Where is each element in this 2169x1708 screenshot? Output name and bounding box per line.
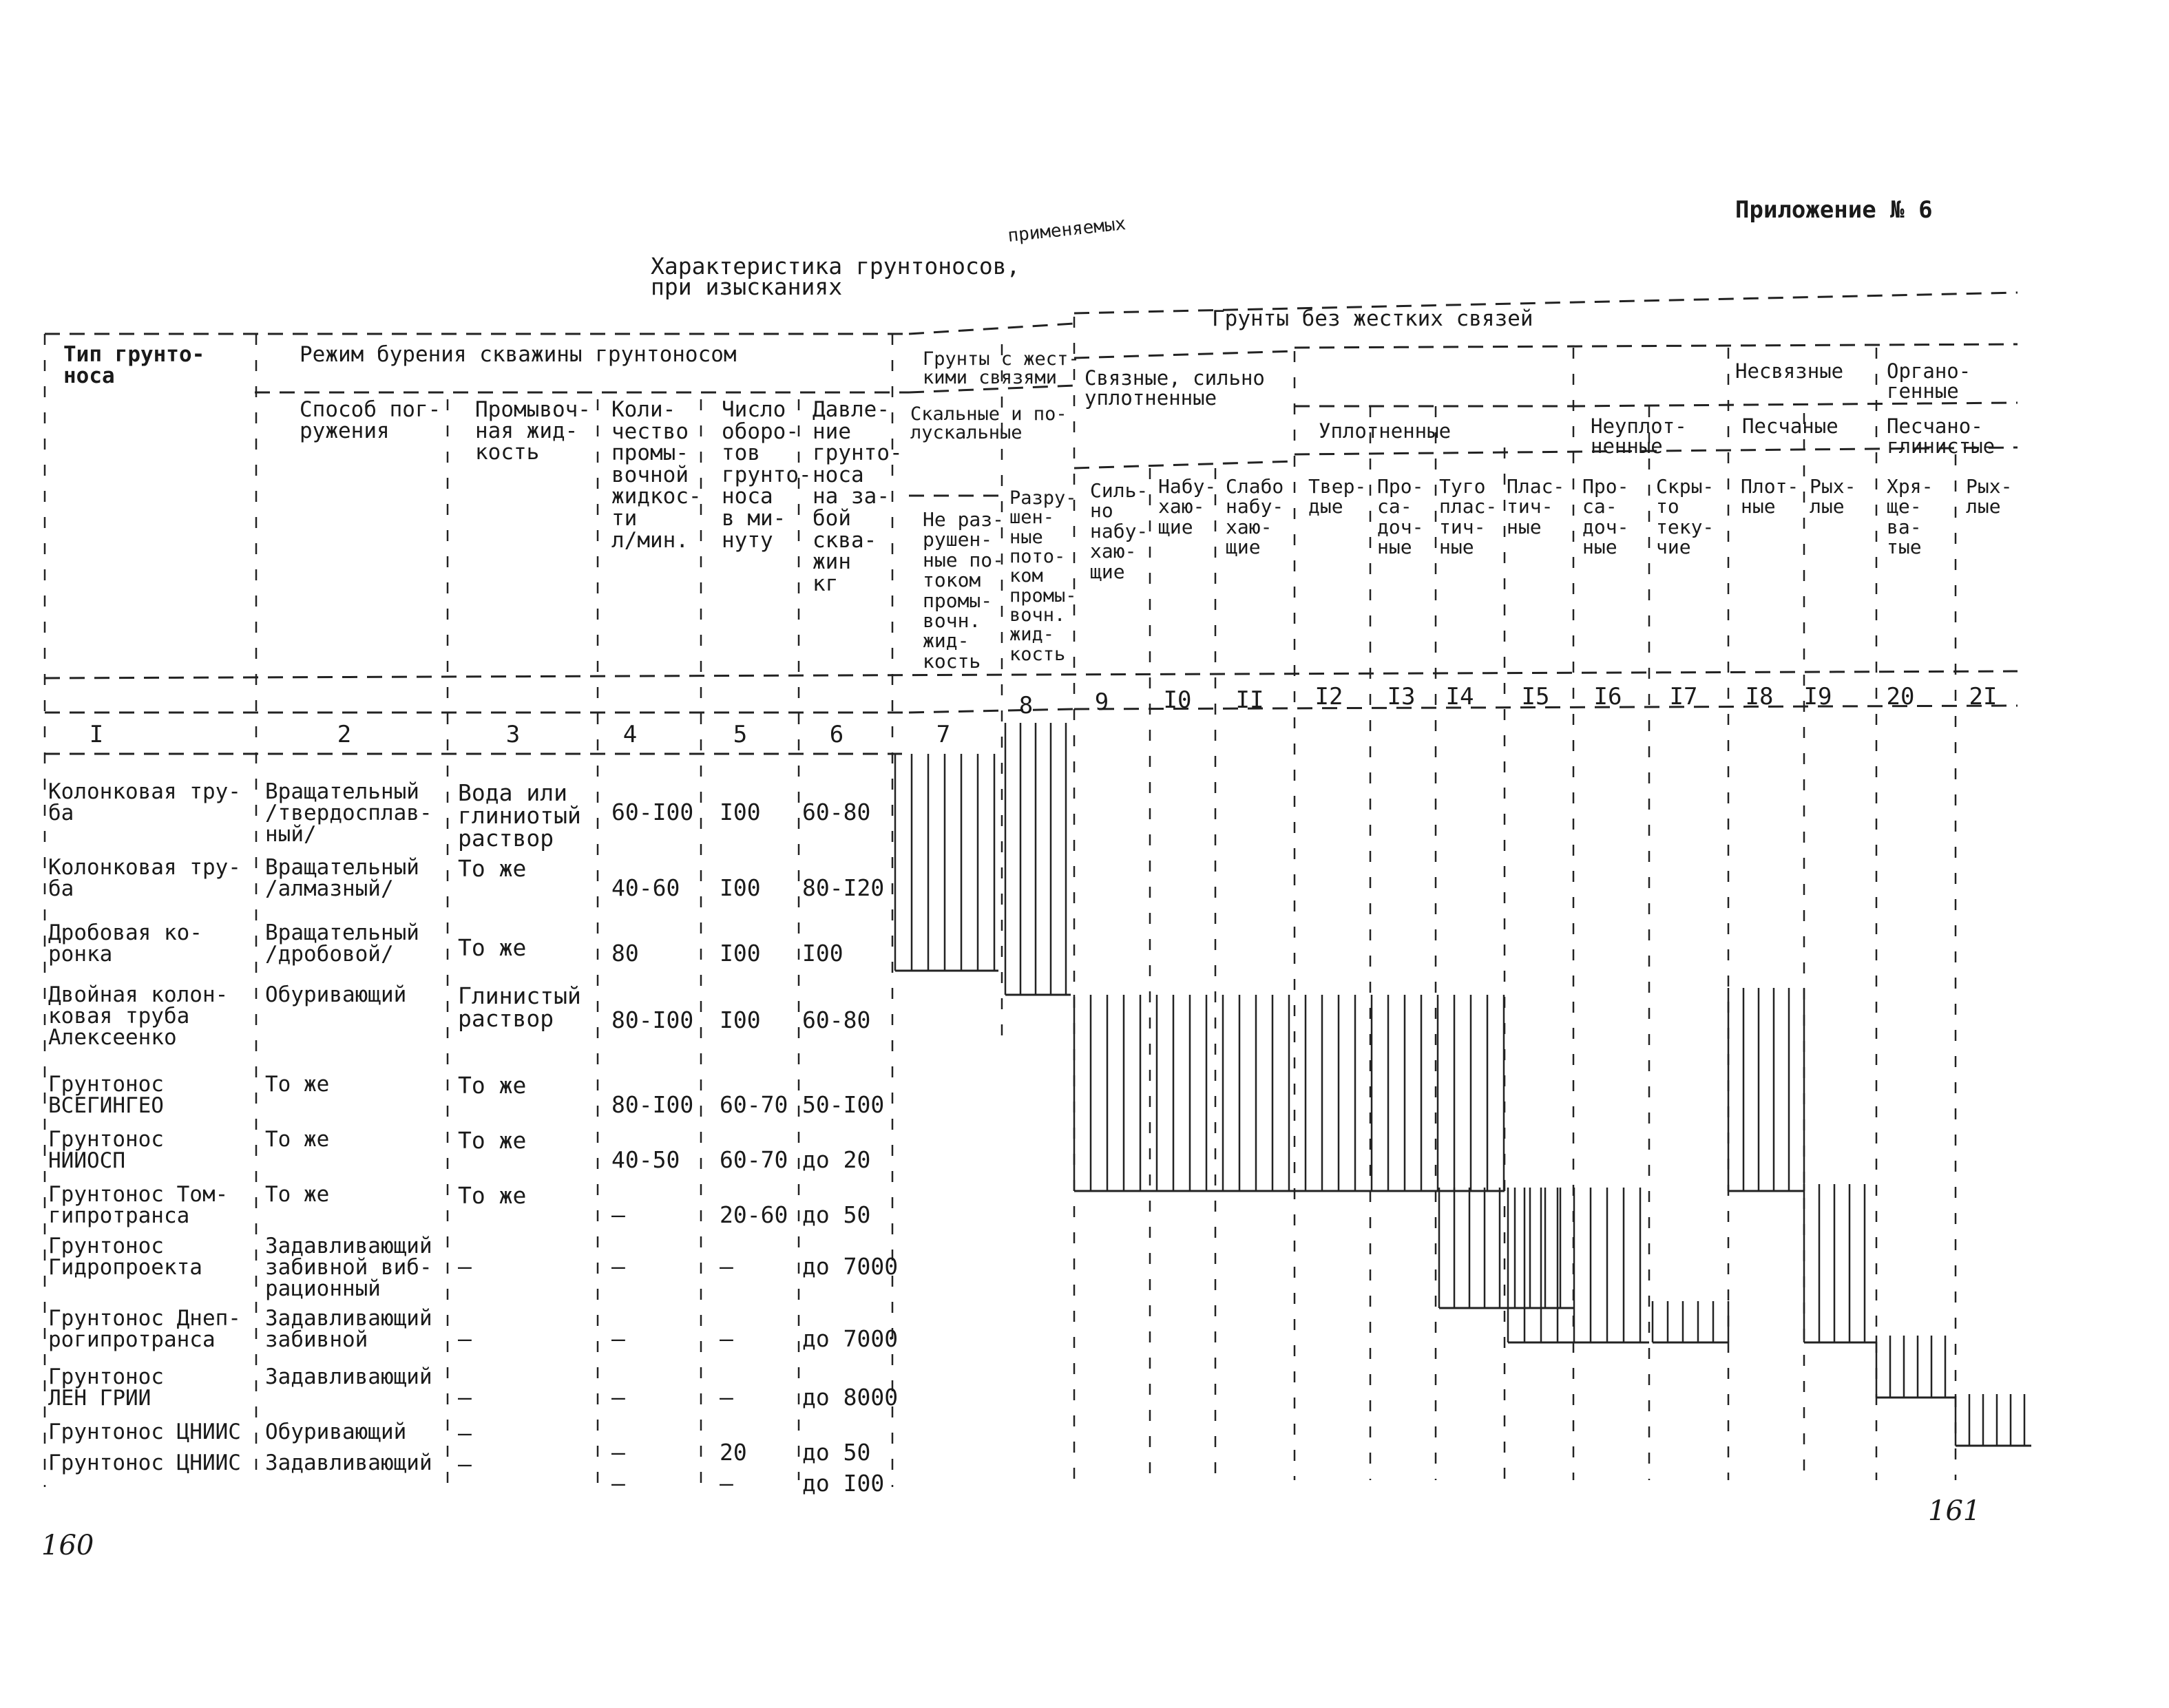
title-line2: при изысканиях (651, 273, 843, 300)
cell-fluid: То же (458, 934, 527, 961)
cell-type: Грунтонос ВСЕГИНГЕО (48, 1072, 164, 1118)
cell-pressure: до 7000 (802, 1325, 899, 1352)
cell-pressure: до 50 (802, 1201, 871, 1228)
cell-pressure: 50-I00 (802, 1091, 885, 1118)
grid-line (1074, 351, 1295, 358)
cell-rpm: I00 (720, 1006, 761, 1033)
cell-method: Вращательный /дробовой/ (265, 920, 419, 967)
cell-method: Задавливающий забивной (265, 1306, 432, 1352)
page-number-right: 161 (1928, 1495, 1981, 1527)
cell-rpm: I00 (720, 940, 761, 967)
cell-fluid: То же (458, 1072, 527, 1099)
header-fluid: Промывоч- ная жид- кость (475, 397, 591, 465)
column-number: 8 (1018, 692, 1034, 719)
column-number: 6 (829, 721, 844, 748)
cell-pressure: 80-I20 (802, 874, 885, 901)
header-col1: Тип грунто- носа (63, 342, 205, 388)
column-number: 5 (733, 721, 748, 748)
cell-type: Грунтонос ЛЕН ГРИИ (48, 1364, 164, 1411)
grid-line (1295, 344, 2018, 348)
cell-flow: 80-I00 (611, 1006, 694, 1033)
appendix-label: Приложение № 6 (1735, 196, 1933, 224)
cell-type: Дробовая ко- ронка (48, 920, 202, 967)
header-c16: Про- са- доч- ные (1582, 475, 1629, 559)
cell-fluid: – (458, 1451, 472, 1477)
cell-rpm: – (720, 1325, 733, 1352)
cell-pressure: 60-80 (802, 1006, 871, 1033)
column-number: 2I (1969, 683, 1998, 710)
cell-flow: 80-I00 (611, 1091, 694, 1118)
cell-flow: – (611, 1470, 625, 1497)
cell-flow: 40-60 (611, 874, 680, 901)
grid-line (909, 709, 1074, 713)
page-number-left: 160 (41, 1530, 94, 1561)
column-number: II (1235, 686, 1264, 714)
header-rpm: Число oборо- тов грунто- носа в ми- нуту (722, 397, 812, 553)
cell-flow: – (611, 1384, 625, 1411)
cell-method: Обуривающий (265, 1420, 407, 1444)
cell-rpm: 20-60 (720, 1201, 788, 1228)
header-c19: Рых- лые (1810, 475, 1856, 518)
column-number: 4 (622, 721, 638, 748)
header-organic: Органо- генные (1887, 359, 1971, 403)
cell-type: Грунтонос ЦНИИС (48, 1420, 241, 1444)
cell-type: Колонковая тру- ба (48, 855, 241, 901)
column-number: I9 (1803, 683, 1832, 710)
cell-fluid: – (458, 1253, 472, 1280)
header-c20: Хря- ще- ва- тые (1887, 475, 1934, 559)
column-number: I3 (1387, 683, 1416, 710)
header-c15: Плас- тич- ные (1507, 475, 1565, 538)
cell-rpm: – (720, 1470, 733, 1497)
header-dense: Уплотненные (1319, 419, 1452, 443)
cell-type: Грунтонос Днеп- рогипротранса (48, 1306, 241, 1352)
cell-pressure: 60-80 (802, 799, 871, 825)
header-loose: Неуплот- ненные (1591, 414, 1687, 458)
header-sandyclay: Песчано- глинистые (1887, 414, 1995, 458)
grid-line (1074, 461, 1295, 468)
column-number: 20 (1886, 683, 1915, 710)
cell-pressure: до 8000 (802, 1384, 899, 1411)
column-number: 2 (337, 721, 352, 748)
header-drilling-mode: Режим бурения скважины грунтоносом (300, 342, 737, 367)
header-c21: Рых- лые (1966, 475, 2013, 518)
cell-method: То же (265, 1072, 330, 1097)
cell-pressure: до I00 (802, 1470, 885, 1497)
cell-method: Вращательный /алмазный/ (265, 855, 419, 901)
cell-pressure: до 50 (802, 1439, 871, 1466)
cell-rpm: 20 (720, 1439, 747, 1466)
cell-method: То же (265, 1127, 330, 1152)
column-number: I0 (1163, 686, 1192, 714)
cell-fluid: То же (458, 1127, 527, 1154)
cell-rpm: – (720, 1384, 733, 1411)
title-line1: Характеристика грунтоносов, (651, 253, 1020, 280)
column-number: I6 (1593, 683, 1622, 710)
cell-pressure: до 20 (802, 1146, 871, 1173)
header-c10: Набу- хаю- щие (1158, 475, 1217, 538)
cell-fluid: Вода или глиниотый раствор (458, 779, 581, 852)
header-cohesive: Связные, сильно уплотненные (1084, 366, 1265, 410)
header-noncohesive: Несвязные (1735, 359, 1844, 383)
cell-type: Грунтонос ЦНИИС (48, 1451, 241, 1475)
grid-line (1570, 403, 2018, 406)
column-number: 7 (936, 721, 951, 748)
cell-fluid: – (458, 1325, 472, 1352)
cell-type: Грунтонос Гидропроекта (48, 1234, 202, 1280)
column-number: I7 (1669, 683, 1698, 710)
cell-flow: – (611, 1439, 625, 1466)
header-c14: Туго плас- тич- ные (1439, 475, 1498, 559)
column-number: I5 (1521, 683, 1550, 710)
cell-method: Обуривающий (265, 982, 407, 1007)
cell-method: Задавливающий (265, 1451, 432, 1475)
column-number: 9 (1094, 688, 1109, 716)
cell-method: Задавливающий (265, 1364, 432, 1389)
cell-rpm: 60-70 (720, 1091, 788, 1118)
cell-type: Колонковая тру- ба (48, 779, 241, 825)
header-c7: Не раз- рушен- ные по- током промы- вочн. жид- кость (923, 508, 1005, 673)
header-c12: Твер- дые (1308, 475, 1367, 518)
cell-flow: – (611, 1253, 625, 1280)
column-number: I2 (1314, 683, 1343, 710)
cell-rpm: 60-70 (720, 1146, 788, 1173)
cell-type: Грунтонос Том- гипротранса (48, 1182, 229, 1228)
title-line1-raised: применяемых (1007, 213, 1127, 246)
column-number: I4 (1445, 683, 1474, 710)
cell-method: Вращательный /твердосплав- ный/ (265, 779, 432, 847)
cell-rpm: I00 (720, 874, 761, 901)
header-c18: Плот- ные (1741, 475, 1799, 518)
cell-rpm: I00 (720, 799, 761, 825)
cell-flow: 40-50 (611, 1146, 680, 1173)
grid-line (45, 671, 2018, 678)
header-c13: Про- са- доч- ные (1377, 475, 1424, 559)
header-rigid: Грунты с жест- кими связями (923, 348, 1080, 388)
cell-pressure: I00 (802, 940, 844, 967)
cell-rpm: – (720, 1253, 733, 1280)
cell-fluid: То же (458, 855, 527, 882)
cell-flow: 60-I00 (611, 799, 694, 825)
applicability-bands (895, 723, 2031, 1446)
cell-method: То же (265, 1182, 330, 1207)
cell-type: Грунтонос НИИОСП (48, 1127, 164, 1173)
cell-flow: 80 (611, 940, 639, 967)
header-c17: Скры- то теку- чие (1656, 475, 1715, 559)
header-nonrigid: Грунты без жестких связей (1212, 306, 1533, 331)
header-c8: Разру- шен- ные пото- ком промы- вочн. жид- кость (1009, 487, 1077, 665)
cell-fluid: – (458, 1384, 472, 1411)
cell-fluid: Глинистый раствор (458, 982, 581, 1032)
cell-type: Двойная колон- ковая труба Алексеенко (48, 982, 229, 1050)
column-number: I (89, 721, 104, 748)
header-pressure: Давле- ние грунто- носа на за- бой сква- жин кг (813, 397, 903, 596)
header-c9: Силь- но набу- хаю- щие (1090, 479, 1149, 583)
header-flow: Коли- чество промы- вочной жидкос- ти л/мин. (611, 397, 702, 553)
cell-method: Задавливающий забивной виб- рационный (265, 1234, 432, 1301)
cell-fluid: – (458, 1420, 472, 1446)
cell-flow: – (611, 1201, 625, 1228)
column-number: 3 (505, 721, 521, 748)
cell-fluid: То же (458, 1182, 527, 1209)
header-sandy: Песчаные (1742, 414, 1838, 438)
header-rigid-sub: Скальные и по- лускальные (910, 403, 1067, 443)
cell-pressure: до 7000 (802, 1253, 899, 1280)
header-c11: Слабо набу- хаю- щие (1226, 475, 1284, 559)
header-method: Способ пог- ружения (300, 397, 441, 443)
column-number: I8 (1745, 683, 1774, 710)
grid-line (909, 324, 1074, 334)
cell-flow: – (611, 1325, 625, 1352)
